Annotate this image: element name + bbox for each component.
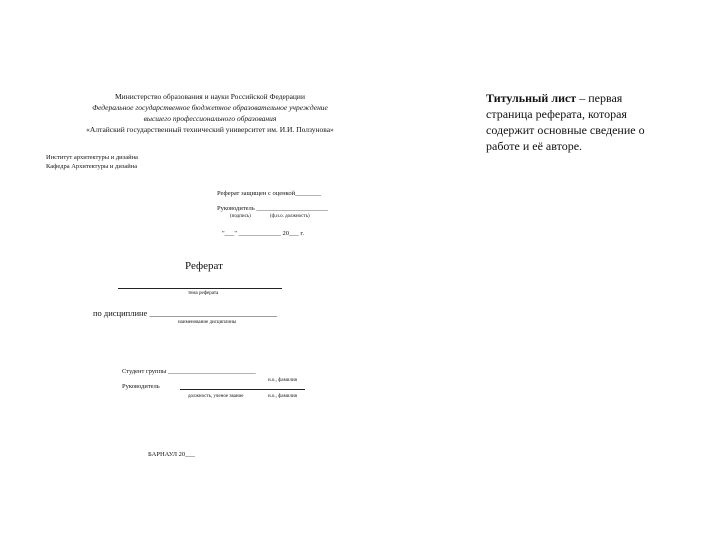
federal-line: Федеральное государственное бюджетное образовательное учреждение [92, 103, 328, 112]
institute-block [46, 153, 138, 171]
date-line: "___" _____________ 20___ г. [222, 230, 304, 237]
higher-education-line: высшего профессионального образования [143, 114, 277, 123]
name-caption: (ф.и.о. должность) [270, 214, 310, 219]
document-header [30, 91, 390, 135]
note-bold-term: Титульный лист [486, 91, 577, 105]
department-name: Кафедра Архитектуры и дизайна [46, 163, 138, 170]
position-caption: должность, ученое звание [188, 394, 244, 399]
university-line: «Алтайский государственный технический университет им. И.И. Ползунова» [86, 125, 334, 134]
topic-caption: тема реферата [188, 291, 219, 296]
discipline-line: по дисциплине ______________________________ [93, 308, 277, 318]
signature-caption: (подпись) [230, 214, 251, 219]
explanatory-note [486, 90, 661, 154]
discipline-caption: наименование дисциплины [178, 320, 237, 325]
institute-name: Институт архитектуры и дизайна [46, 154, 138, 161]
supervisor-signature-underline [180, 389, 305, 390]
student-caption: и.о., фамилия [268, 378, 297, 383]
note-text: – первая страница реферата, которая содержит основные сведение о работе и её авторе. [486, 91, 645, 153]
supervisor-line: Руководитель ______________________ [217, 205, 328, 212]
document-title: Реферат [185, 260, 223, 272]
supervisor-signature-label: Руководитель [122, 383, 160, 390]
ministry-line: Министерство образования и науки Российской Федерации [115, 92, 305, 101]
city-year-footer: БАРНАУЛ 20___ [148, 451, 195, 458]
supervisor-name-caption: и.о., фамилия [268, 394, 297, 399]
grade-line: Реферат защищен с оценкой________ [217, 190, 322, 197]
student-line: Студент группы ___________________________ [122, 368, 256, 375]
topic-underline [118, 288, 282, 289]
